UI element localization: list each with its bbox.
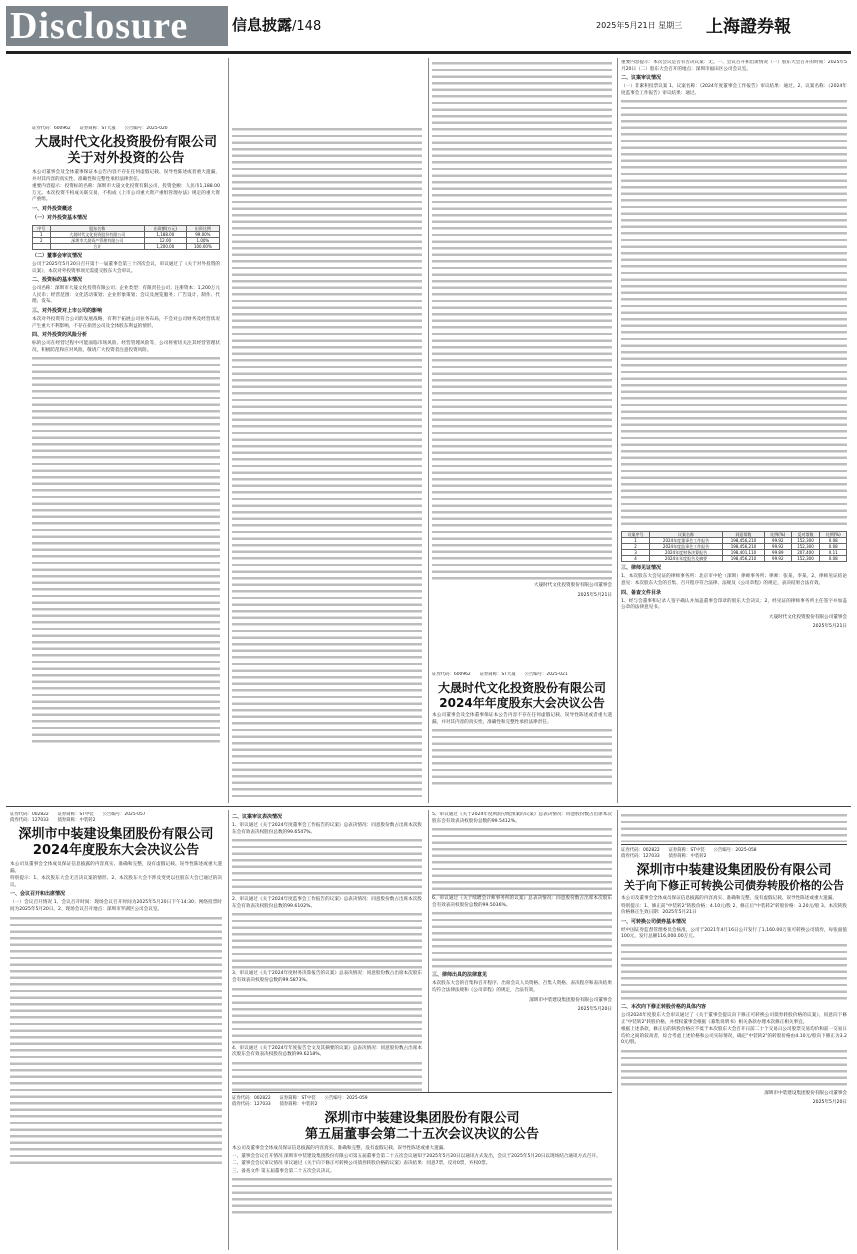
table-header: 股东名称 (50, 225, 144, 231)
table-cell: 深圳市大晟资产管理有限公司 (50, 237, 144, 243)
announcement-agm-dasheng (432, 672, 612, 800)
table-header: 比例(%) (765, 532, 792, 538)
table-cell: 1 (33, 231, 51, 237)
body-text-continuation (32, 355, 220, 745)
body-text: 1、本次股东大会见证的律师事务所：北京市中伦（深圳）律师事务所；律师：张某、李某。2、律师见证结论意见：本次股东大会的召集、召开程序符合法律、法规及《公司章程》的规定，表决结果合法有效。 (621, 574, 847, 586)
table-cell: 0.08 (820, 544, 847, 550)
table-cell: 2 (33, 237, 51, 243)
section-heading: 三、律师出具的法律意见 (432, 972, 488, 979)
section-rule (232, 1092, 612, 1093)
table-cell: 2 (622, 544, 650, 550)
column-divider (617, 810, 618, 1250)
table-cell: 4 (622, 556, 650, 562)
body-text: 本次股东大会的召集和召开程序、出席会议人员资格、召集人资格、表决程序和表决结果均符合法律法规和《公司章程》的规定，合法有效。 (432, 981, 612, 993)
table-cell: 1,188.00 (144, 231, 186, 237)
body-text: 公司名称：深圳市大晟文化投资有限公司；企业类型：有限责任公司；注册资本：1,200万元人民币；经营范围：文化活动策划；企业形象策划；会议及展览服务；广告设计、制作、代理、发布。 (32, 286, 220, 305)
column-divider (228, 58, 229, 803)
announcement-agm-zhongzhuang (10, 812, 222, 1250)
announcement-agm-dasheng-continued (621, 60, 847, 800)
body-text: 标的公司在经营过程中可能面临市场风险、经营管理风险等，公司将密切关注其经营管理状况，积极防范和应对风险。敬请广大投资者注意投资风险。 (32, 341, 220, 353)
shareholder-table (32, 225, 220, 250)
disclaimer-text: 本公司董事会及全体董事保证本公告内容不存在任何虚假记载、误导性陈述或者重大遗漏，并对其内容的真实性、准确性和完整性承担法律责任。 (432, 713, 612, 725)
company-name: 深圳市中装建设集团股份有限公司 (636, 863, 832, 878)
body-text-continuation (432, 910, 612, 970)
table-cell: 198,456,210 (722, 556, 764, 562)
bond-code-line: 债券代码：127033 债券简称：中装转2 (10, 818, 96, 823)
section-heading: 三、对外投资对上市公司的影响 (32, 307, 103, 314)
table-cell: 3 (622, 550, 650, 556)
signature-date: 2025年5月21日 (812, 624, 847, 630)
table-header: 反对票数 (791, 532, 820, 538)
section-heading: 一、可转换公司债券基本情况 (621, 918, 687, 925)
announcement-board-resolution (232, 1092, 612, 1250)
section-rule (621, 844, 847, 845)
signature-date: 2025年5月20日 (812, 1100, 847, 1106)
stock-code-line: 证券代码：002822 证券简称：ST中装 公告编号：2025-057 (10, 812, 146, 817)
body-text-continuation (232, 911, 422, 971)
body-text: 公司2024年度股东大会审议通过了《关于董事会提议向下修正可转换公司债券转股价格的议案》，同意向下修正"中装转2"转股价格，并授权董事会根据《募集说明书》相关条款办理本次修正相关事宜。 (621, 1012, 847, 1025)
section-heading: 二、议案审议表决情况 (232, 814, 283, 820)
stock-code-line: 证券代码：002822 证券简称：ST中装 公告编号：2025-058 (621, 848, 757, 853)
resolution-text: 4、审议通过《关于2024年年度报告全文及其摘要的议案》总表决情况：同意股份数占出席本次股东会有效表决权股份总数的99.6218%。 (232, 1045, 422, 1058)
section-rule (6, 806, 851, 807)
stock-code-line: 证券代码：600962 证券简称：ST大晟 公告编号：2025-020 (32, 126, 168, 131)
table-cell: 大晟时代文化投资股份有限公司 (50, 231, 144, 237)
body-text-continuation (621, 942, 847, 1002)
page-number: /148 (292, 19, 322, 34)
body-text: 二、董事会会议审议情况 审议通过《关于向下修正可转换公司债券转股价格的议案》表决结果：同意7票，反对0票，弃权0票。 (232, 1161, 491, 1167)
resolution-text: 6、审议通过《关于续聘会计师事务所的议案》总表决情况：同意股份数占出席本次股东会有效表决权股份总数的99.5036%。 (432, 896, 612, 908)
body-text-continuation (432, 60, 612, 580)
table-cell (33, 243, 51, 249)
disclaimer-text: 本公司及董事会全体成员保证信息披露的内容真实、准确和完整，没有虚假记载、误导性陈述或重大遗漏。 (621, 896, 837, 901)
bond-code-line: 债券代码：127033 债券简称：中装转2 (621, 854, 707, 859)
key-points: 重要内容提示：投资标的名称：深圳市大晟文化投资有限公司，投资金额：人民币1,188.00万元。本次投资不构成关联交易，不构成《上市公司重大资产重组管理办法》规定的重大资产重组。 (32, 184, 220, 203)
table-cell: 1.00% (186, 237, 219, 243)
newspaper-name: 上海證券報 (706, 17, 791, 37)
announcement-title: 第五届董事会第二十五次会议决议的公告 (304, 1127, 539, 1142)
table-header: 议案名称 (650, 532, 723, 538)
table-cell: 99.89 (765, 550, 792, 556)
table-cell: 1 (622, 538, 650, 544)
table-cell: 1,200.00 (144, 243, 186, 249)
company-name: 大晟时代文化投资股份有限公司 (437, 681, 606, 695)
body-text: 三、备查文件 第五届董事会第二十五次会议决议。 (232, 1168, 335, 1174)
company-name: 深圳市中装建设集团股份有限公司 (324, 1111, 520, 1126)
resolution-text: 1、审议通过《关于2024年度董事会工作报告的议案》总表决情况：同意股份数占出席本次股东会有效表决权股份总数的99.6547%。 (232, 823, 422, 835)
table-cell: 2024年年度报告及摘要 (650, 556, 723, 562)
table-cell: 12.00 (144, 237, 186, 243)
signature-date: 2025年5月21日 (577, 592, 612, 598)
column-divider (617, 58, 618, 803)
table-cell: 152,300 (791, 544, 820, 550)
table-cell: 99.92 (765, 544, 792, 550)
section-heading: 四、对外投资的风险分析 (32, 332, 88, 339)
disclaimer-text: 本公司董事会及全体董事保证本公告内容不存在任何虚假记载、误导性陈述或者重大遗漏，并对其内容的真实性、准确性和完整性承担法律责任。 (32, 170, 220, 182)
disclosure-logo: Disclosure (6, 6, 228, 46)
table-header: 议案序号 (622, 532, 650, 538)
body-text-continuation (232, 837, 422, 897)
body-text-continuation (232, 986, 422, 1046)
announcement-investment-continued (232, 126, 422, 798)
table-cell: 198,456,210 (722, 538, 764, 544)
voting-table (621, 531, 847, 562)
body-text: 重要内容提示：本次会议是否有否决议案：无。一、会议召开和出席情况（一）股东大会召开的时间：2025年5月20日（二）股东大会召开的地点：深圳市福田区公司会议室。 (621, 60, 847, 72)
section-heading: 三、律师见证情况 (621, 565, 662, 572)
table-cell: 207,400 (791, 550, 820, 556)
body-text-continuation (621, 812, 847, 842)
signature-board: 深圳市中装建设集团股份有限公司董事会 (764, 1090, 847, 1096)
body-text-continuation (10, 915, 222, 1165)
table-row (33, 243, 220, 249)
body-text: （一）会议召开情况 1、会议召开时间：现场会议召开时间为2025年5月20日下午14:30；网络投票时间为2025年5月20日。2、现场会议召开地点：深圳市罗湖区公司会议室。 (10, 900, 222, 912)
announcement-title: 关于向下修正可转换公司债券转股价格的公告 (624, 879, 844, 892)
signature-board: 大晟时代文化投资股份有限公司董事会 (768, 614, 847, 620)
table-cell: 152,300 (791, 556, 820, 562)
table-cell: 198,401,110 (722, 550, 764, 556)
table-header: 出资比例 (186, 225, 219, 231)
body-text: 1、经与会董事和记录人签字确认并加盖董事会印章的股东大会决议；2、经见证的律师事务所主任签字并加盖公章的法律意见书。 (621, 598, 847, 611)
section-name: 信息披露 (232, 16, 293, 34)
table-cell: 0.08 (820, 556, 847, 562)
section-heading: 二、议案审议情况 (621, 75, 662, 82)
company-name: 深圳市中装建设集团股份有限公司 (18, 827, 214, 842)
table-cell: 2024年度监事会工作报告 (650, 544, 723, 550)
disclaimer-text: 本公司及董事会全体成员保证信息披露的内容真实、准确和完整，没有虚假记载、误导性陈述或重大遗漏。 (232, 1146, 448, 1151)
section-title (232, 14, 321, 35)
body-text: 一、董事会会议召开情况 深圳市中装建设集团股份有限公司第五届董事会第二十五次会议通知于2025年5月20日以通讯方式发出，会议于2025年5月20日以现场结合通讯方式召开。 (232, 1153, 601, 1159)
table-cell: 100.00% (186, 243, 219, 249)
table-cell: 198,456,210 (722, 544, 764, 550)
table-cell: 0.08 (820, 538, 847, 544)
body-text-continuation (432, 727, 612, 787)
section-heading: 二、本次向下修正转股价格的具体内容 (621, 1003, 707, 1010)
section-heading: （一）对外投资基本情况 (32, 214, 88, 221)
body-text-continuation (232, 1176, 612, 1216)
resolution-text: 5、审议通过《关于2024年度利润分配预案的议案》总表决情况：同意股份数占出席本次股东会有效表决权股份总数的99.5412%。 (432, 812, 612, 824)
stock-code-line: 证券代码：002822 证券简称：ST中装 公告编号：2025-059 (232, 1096, 368, 1101)
key-points: 特别提示：1、修正前"中装转2"转股价格：4.10元/股 2、修正后"中装转2"转股价格：3.20元/股 3、本次转股价格修正生效日期：2025年5月21日 (621, 903, 847, 916)
section-heading: 四、备查文件目录 (621, 589, 662, 596)
table-cell: 99.92 (765, 538, 792, 544)
body-text-continuation (621, 1048, 847, 1088)
body-text: 本次对外投资符合公司的发展战略，有利于拓展公司业务布局，不会对公司财务及经营状况产生重大不利影响，不存在损害公司及全体股东利益的情形。 (32, 316, 220, 329)
section-heading: 一、对外投资概述 (32, 205, 73, 212)
stock-code-line: 证券代码：600962 证券简称：ST大晟 公告编号：2025-021 (432, 672, 568, 677)
masthead (0, 0, 857, 52)
company-name: 大晟时代文化投资股份有限公司 (34, 135, 217, 150)
signature-date: 2025年5月20日 (577, 1007, 612, 1013)
disclaimer-text: 本公司及董事会全体成员保证信息披露的内容真实、准确和完整，没有虚假记载、误导性陈述或重大遗漏。 (10, 862, 222, 874)
announcement-title: 2024年年度股东大会决议公告 (439, 696, 605, 710)
body-text: 公司于2025年5月20日召开第十一届董事会第三十四次会议，审议通过了《关于对外投资的议案》，本次对外投资事项无需提交股东大会审议。 (32, 261, 220, 274)
table-cell: 2024年度财务决算报告 (650, 550, 723, 556)
body-text-continuation (621, 98, 847, 528)
table-header: 同意票数 (722, 532, 764, 538)
table-cell: 99.00% (186, 231, 219, 237)
bond-code-line: 债券代码：127033 债券简称：中装转2 (232, 1102, 318, 1107)
announcement-conversion-price (621, 812, 847, 1250)
body-text: 经中国证券监督管理委员会核准，公司于2021年4月16日公开发行了1,160.00万张可转换公司债券，每张面值100元，发行总额116,000.00万元。 (621, 927, 847, 940)
body-text: 根据上述条款，修正后的转股价格应不低于本次股东大会召开日前二十个交易日公司股票交易均价和前一交易日均价之间的较高者，综合考虑上述价格和公司实际情况，确定"中装转2"的转股价格由4.10元/股向下修正为3.20元/股。 (621, 1027, 847, 1046)
table-cell: 合计 (50, 243, 144, 249)
table-header: 比例(%) (820, 532, 847, 538)
announcement-investment-continued (432, 60, 612, 660)
issue-date: 2025年5月21日 星期三 (596, 21, 683, 30)
body-text-continuation (232, 126, 422, 798)
table-header: 序号 (33, 225, 51, 231)
announcement-title: 2024年度股东大会决议公告 (32, 843, 200, 858)
table-cell: 2024年度董事会工作报告 (650, 538, 723, 544)
body-text: （一）非累积投票议案 1、议案名称：《2024年度董事会工作报告》审议结果：通过。2、议案名称：《2024年度监事会工作报告》审议结果：通过。 (621, 84, 847, 96)
section-heading: 一、会议召开和出席情况 (10, 891, 66, 898)
column-divider (228, 810, 229, 1250)
table-row (622, 556, 847, 562)
column-divider (428, 58, 429, 803)
table-cell: 0.11 (820, 550, 847, 556)
table-cell: 152,300 (791, 538, 820, 544)
signature-board: 大晟时代文化投资股份有限公司董事会 (533, 583, 612, 588)
masthead-rule (6, 51, 851, 54)
table-cell: 99.92 (765, 556, 792, 562)
signature-board: 深圳市中装建设集团股份有限公司董事会 (529, 997, 612, 1003)
section-heading: （二）董事会审议情况 (32, 252, 83, 259)
resolution-text: 3、审议通过《关于2024年度财务决算报告的议案》总表决情况：同意股份数占出席本次股东会有效表决权股份总数的99.5873%。 (232, 971, 422, 983)
body-text: 特别提示：1、本次股东大会无否决议案的情形。2、本次股东大会不涉及变更以往股东大会已通过的决议。 (10, 876, 222, 888)
announcement-title: 关于对外投资的公告 (67, 151, 185, 166)
table-header: 出资额(万元) (144, 225, 186, 231)
section-heading: 二、投资标的基本情况 (32, 277, 83, 284)
announcement-investment (32, 126, 220, 798)
body-text-continuation (432, 826, 612, 896)
resolution-text: 2、审议通过《关于2024年度监事会工作报告的议案》总表决情况：同意股份数占出席本次股东会有效表决权股份总数的99.6102%。 (232, 897, 422, 909)
